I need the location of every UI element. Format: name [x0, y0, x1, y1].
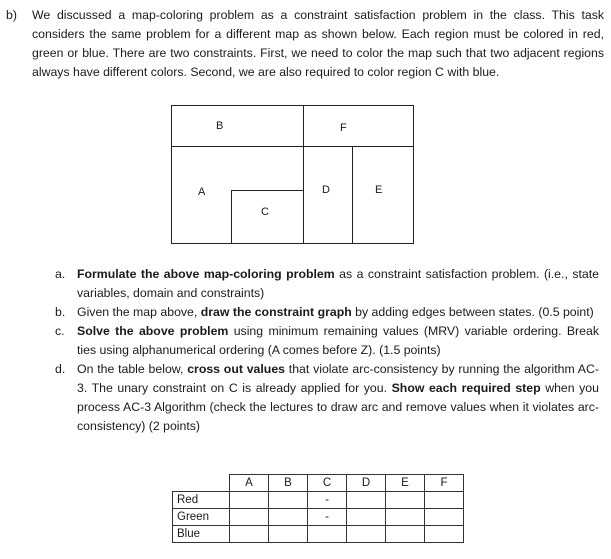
- question-text: by adding edges between states. (0.5 point): [351, 305, 594, 319]
- table-cell[interactable]: [347, 526, 386, 543]
- question-pre: Given the map above,: [77, 305, 201, 319]
- region-b: [171, 105, 304, 147]
- table-cell[interactable]: [230, 492, 269, 509]
- question-text: as a constraint satisfaction problem. (i.e., state variables, domain and constraints): [77, 267, 599, 300]
- table-cell[interactable]: [386, 492, 425, 509]
- question-label: c.: [55, 324, 65, 338]
- column-header: D: [347, 475, 386, 492]
- question-label: a.: [55, 267, 66, 281]
- table-cell[interactable]: [269, 509, 308, 526]
- table-cell[interactable]: [347, 492, 386, 509]
- part-label: b): [6, 8, 17, 22]
- question-a: [55, 265, 599, 303]
- question-d: [55, 360, 599, 436]
- table-cell[interactable]: [425, 492, 464, 509]
- question-text: when you process AC-3 Algorithm (check the lectures to draw arc and remove values when it violates arc-consistency) (2 points): [77, 381, 599, 433]
- row-header: Red: [173, 492, 230, 509]
- table-cell[interactable]: [269, 526, 308, 543]
- region-label-e: E: [375, 184, 383, 196]
- question-b: [55, 303, 599, 322]
- question-bold: draw the constraint graph: [200, 305, 352, 319]
- region-label-a: A: [198, 186, 206, 198]
- column-header: B: [269, 475, 308, 492]
- region-f: [303, 105, 414, 147]
- table-cell[interactable]: [269, 492, 308, 509]
- region-label-f: F: [340, 122, 347, 134]
- question-bold: Formulate the above map-coloring problem: [77, 267, 335, 281]
- column-header: E: [386, 475, 425, 492]
- domain-table: [172, 474, 464, 543]
- question-mid: that violate arc-consistency by running the algorithm AC-3. The unary constraint on C is already applied for you.: [77, 362, 599, 395]
- question-bold: cross out values: [187, 362, 285, 376]
- question-label: b.: [55, 305, 66, 319]
- table-cell[interactable]: -: [308, 492, 347, 509]
- table-cell[interactable]: [347, 509, 386, 526]
- table-row: [173, 526, 464, 543]
- intro-text: We discussed a map-coloring problem as a constraint satisfaction problem in the class. This task considers the same problem for a different map as shown below. Each region must be colored in red, green or blue. There are two constraints. First, we need to color the map such that two adjacent regions always have different colors. Second, we are also required to color region C with blue.: [32, 8, 604, 79]
- region-map: [0, 0, 611, 260]
- question-label: d.: [55, 362, 66, 376]
- question-pre: On the table below,: [77, 362, 188, 376]
- table-cell[interactable]: [425, 509, 464, 526]
- question-c: [55, 322, 599, 360]
- column-header: A: [230, 475, 269, 492]
- region-label-c: C: [261, 206, 269, 218]
- question-bold: Solve the above problem: [77, 324, 229, 338]
- table-header-row: [173, 475, 464, 492]
- question-bold-2: Show each required step: [391, 381, 541, 395]
- row-header: Blue: [173, 526, 230, 543]
- table-cell[interactable]: [230, 509, 269, 526]
- region-label-d: D: [322, 184, 330, 196]
- table-cell[interactable]: [425, 526, 464, 543]
- question-list: [55, 265, 599, 436]
- region-e: [352, 146, 414, 244]
- column-header: C: [308, 475, 347, 492]
- table-cell[interactable]: [386, 509, 425, 526]
- table-row: [173, 492, 464, 509]
- column-header: F: [425, 475, 464, 492]
- table-cell[interactable]: [386, 526, 425, 543]
- table-corner: [173, 475, 230, 492]
- table-cell[interactable]: [308, 526, 347, 543]
- question-text: using minimum remaining values (MRV) variable ordering. Break ties using alphanumerical ordering (A comes before Z). (1.5 points): [77, 324, 599, 357]
- region-label-b: B: [216, 120, 224, 132]
- table-row: [173, 509, 464, 526]
- table-cell[interactable]: -: [308, 509, 347, 526]
- table-cell[interactable]: [230, 526, 269, 543]
- row-header: Green: [173, 509, 230, 526]
